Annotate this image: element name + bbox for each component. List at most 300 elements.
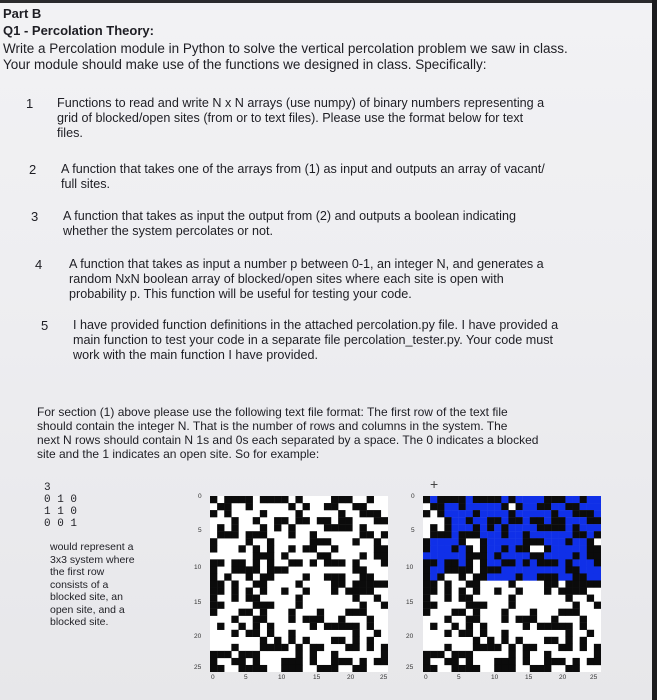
blocked-site-cell bbox=[565, 665, 572, 672]
blocked-site-cell bbox=[423, 658, 430, 665]
blocked-site-cell bbox=[324, 559, 331, 566]
full-site-cell bbox=[594, 496, 601, 503]
blocked-site-cell bbox=[451, 545, 458, 552]
blocked-site-cell bbox=[501, 665, 508, 672]
full-site-cell bbox=[537, 496, 544, 503]
full-site-cell bbox=[594, 510, 601, 517]
blocked-site-cell bbox=[594, 517, 601, 524]
full-site-cell bbox=[430, 573, 437, 580]
left-y-tick: 10 bbox=[194, 564, 202, 571]
item-5-number: 5 bbox=[41, 318, 49, 333]
blocked-site-cell bbox=[295, 644, 302, 651]
blocked-site-cell bbox=[324, 573, 331, 580]
blocked-site-cell bbox=[551, 496, 558, 503]
blocked-site-cell bbox=[260, 588, 267, 595]
blocked-site-cell bbox=[537, 665, 544, 672]
blocked-site-cell bbox=[480, 644, 487, 651]
full-site-cell bbox=[523, 573, 530, 580]
item-4-line-2: random NxN boolean array of blocked/open sites where each site is open with bbox=[69, 272, 504, 286]
full-site-cell bbox=[558, 545, 565, 552]
percolation-grid-image bbox=[423, 496, 601, 672]
full-site-cell bbox=[444, 552, 451, 559]
blocked-site-cell bbox=[231, 496, 238, 503]
blocked-site-cell bbox=[444, 630, 451, 637]
blocked-site-cell bbox=[430, 503, 437, 510]
full-site-cell bbox=[587, 531, 594, 538]
full-site-cell bbox=[558, 510, 565, 517]
blocked-site-cell bbox=[459, 630, 466, 637]
full-site-cell bbox=[487, 552, 494, 559]
blocked-site-cell bbox=[444, 595, 451, 602]
blocked-site-cell bbox=[331, 545, 338, 552]
blocked-site-cell bbox=[360, 566, 367, 573]
blocked-site-cell bbox=[573, 566, 580, 573]
full-site-cell bbox=[430, 545, 437, 552]
blocked-site-cell bbox=[374, 580, 381, 587]
blocked-site-cell bbox=[338, 559, 345, 566]
blocked-site-cell bbox=[381, 602, 388, 609]
blocked-site-cell bbox=[437, 503, 444, 510]
blocked-site-cell bbox=[324, 665, 331, 672]
blocked-site-cell bbox=[217, 623, 224, 630]
blocked-site-cell bbox=[374, 595, 381, 602]
blocked-site-cell bbox=[594, 651, 601, 658]
blocked-site-cell bbox=[423, 510, 430, 517]
blocked-site-cell bbox=[324, 503, 331, 510]
blocked-site-cell bbox=[310, 545, 317, 552]
blocked-site-cell bbox=[494, 517, 501, 524]
blocked-site-cell bbox=[231, 566, 238, 573]
blocked-site-cell bbox=[274, 517, 281, 524]
blocked-site-cell bbox=[530, 644, 537, 651]
blocked-site-cell bbox=[480, 573, 487, 580]
blocked-site-cell bbox=[558, 496, 565, 503]
blocked-site-cell bbox=[444, 531, 451, 538]
full-site-cell bbox=[437, 566, 444, 573]
blocked-site-cell bbox=[231, 616, 238, 623]
full-site-cell bbox=[565, 573, 572, 580]
blocked-site-cell bbox=[480, 545, 487, 552]
blocked-site-cell bbox=[501, 503, 508, 510]
full-site-cell bbox=[508, 573, 515, 580]
blocked-site-cell bbox=[345, 658, 352, 665]
crosshair-plus-icon: + bbox=[430, 476, 439, 492]
blocked-site-cell bbox=[352, 559, 359, 566]
blocked-site-cell bbox=[360, 531, 367, 538]
right-x-tick: 25 bbox=[590, 674, 598, 681]
blocked-site-cell bbox=[558, 644, 565, 651]
full-site-cell bbox=[480, 503, 487, 510]
blocked-site-cell bbox=[551, 573, 558, 580]
blocked-site-cell bbox=[224, 510, 231, 517]
blocked-site-cell bbox=[423, 588, 430, 595]
blocked-site-cell bbox=[437, 510, 444, 517]
blocked-site-cell bbox=[494, 658, 501, 665]
blocked-site-cell bbox=[345, 623, 352, 630]
full-site-cell bbox=[551, 503, 558, 510]
blocked-site-cell bbox=[253, 616, 260, 623]
blocked-site-cell bbox=[573, 602, 580, 609]
blocked-site-cell bbox=[473, 644, 480, 651]
note-line-5: blocked site, an bbox=[50, 591, 123, 603]
blocked-site-cell bbox=[580, 531, 587, 538]
full-site-cell bbox=[523, 510, 530, 517]
blocked-site-cell bbox=[451, 623, 458, 630]
blocked-site-cell bbox=[238, 609, 245, 616]
blocked-site-cell bbox=[459, 566, 466, 573]
blocked-site-cell bbox=[466, 595, 473, 602]
blocked-site-cell bbox=[381, 658, 388, 665]
blocked-site-cell bbox=[466, 517, 473, 524]
blocked-site-cell bbox=[274, 524, 281, 531]
format-line-3: next N rows should contain N 1s and 0s each separated by a space. The 0 indicates a blocked bbox=[37, 433, 539, 447]
blocked-site-cell bbox=[310, 651, 317, 658]
blocked-site-cell bbox=[573, 658, 580, 665]
full-site-cell bbox=[480, 531, 487, 538]
blocked-site-cell bbox=[281, 658, 288, 665]
full-site-cell bbox=[494, 524, 501, 531]
blocked-site-cell bbox=[459, 588, 466, 595]
blocked-site-cell bbox=[217, 531, 224, 538]
left-y-tick: 25 bbox=[194, 664, 202, 671]
full-site-cell bbox=[459, 545, 466, 552]
blocked-site-cell bbox=[580, 510, 587, 517]
blocked-site-cell bbox=[338, 517, 345, 524]
blocked-site-cell bbox=[360, 602, 367, 609]
blocked-site-cell bbox=[523, 623, 530, 630]
blocked-site-cell bbox=[246, 588, 253, 595]
blocked-site-cell bbox=[473, 637, 480, 644]
blocked-site-cell bbox=[551, 559, 558, 566]
blocked-site-cell bbox=[437, 531, 444, 538]
item-3-number: 3 bbox=[31, 209, 39, 224]
blocked-site-cell bbox=[310, 658, 317, 665]
blocked-site-cell bbox=[423, 580, 430, 587]
full-site-cell bbox=[487, 545, 494, 552]
blocked-site-cell bbox=[508, 651, 515, 658]
blocked-site-cell bbox=[587, 545, 594, 552]
blocked-site-cell bbox=[246, 651, 253, 658]
blocked-site-cell bbox=[444, 496, 451, 503]
blocked-site-cell bbox=[480, 602, 487, 609]
blocked-site-cell bbox=[565, 623, 572, 630]
blocked-site-cell bbox=[473, 609, 480, 616]
blocked-site-cell bbox=[231, 595, 238, 602]
blocked-site-cell bbox=[587, 595, 594, 602]
right-x-tick: 5 bbox=[457, 674, 461, 681]
blocked-site-cell bbox=[345, 524, 352, 531]
left-x-tick: 15 bbox=[313, 674, 321, 681]
left-y-tick: 15 bbox=[194, 599, 202, 606]
blocked-site-cell bbox=[530, 665, 537, 672]
blocked-site-cell bbox=[367, 644, 374, 651]
blocked-site-cell bbox=[295, 559, 302, 566]
blocked-site-cell bbox=[565, 580, 572, 587]
blocked-site-cell bbox=[360, 573, 367, 580]
full-site-cell bbox=[523, 517, 530, 524]
blocked-site-cell bbox=[267, 496, 274, 503]
full-site-cell bbox=[580, 503, 587, 510]
full-site-cell bbox=[580, 545, 587, 552]
full-site-cell bbox=[466, 524, 473, 531]
blocked-site-cell bbox=[530, 552, 537, 559]
blocked-site-cell bbox=[459, 573, 466, 580]
blocked-site-cell bbox=[246, 595, 253, 602]
blocked-site-cell bbox=[246, 503, 253, 510]
blocked-site-cell bbox=[260, 609, 267, 616]
blocked-site-cell bbox=[508, 602, 515, 609]
blocked-site-cell bbox=[295, 510, 302, 517]
blocked-site-cell bbox=[423, 602, 430, 609]
blocked-site-cell bbox=[444, 517, 451, 524]
blocked-site-cell bbox=[530, 538, 537, 545]
intro-line-1: Write a Percolation module in Python to solve the vertical percolation problem we saw in class. bbox=[3, 41, 568, 56]
blocked-site-cell bbox=[537, 503, 544, 510]
blocked-site-cell bbox=[253, 630, 260, 637]
full-site-cell bbox=[487, 531, 494, 538]
full-site-cell bbox=[530, 496, 537, 503]
blocked-site-cell bbox=[473, 510, 480, 517]
blocked-site-cell bbox=[281, 552, 288, 559]
blocked-site-cell bbox=[587, 510, 594, 517]
blocked-site-cell bbox=[558, 524, 565, 531]
full-site-cell bbox=[544, 552, 551, 559]
note-line-6: open site, and a bbox=[50, 603, 125, 616]
full-site-cell bbox=[451, 503, 458, 510]
blocked-site-cell bbox=[381, 644, 388, 651]
blocked-site-cell bbox=[473, 552, 480, 559]
full-site-cell bbox=[451, 510, 458, 517]
blocked-site-cell bbox=[487, 517, 494, 524]
blocked-site-cell bbox=[324, 538, 331, 545]
full-site-cell bbox=[594, 524, 601, 531]
blocked-site-cell bbox=[516, 503, 523, 510]
full-site-cell bbox=[594, 503, 601, 510]
blocked-site-cell bbox=[303, 517, 310, 524]
blocked-site-cell bbox=[295, 595, 302, 602]
blocked-site-cell bbox=[508, 658, 515, 665]
blocked-site-cell bbox=[508, 595, 515, 602]
blocked-site-cell bbox=[451, 566, 458, 573]
blocked-site-cell bbox=[573, 609, 580, 616]
blocked-site-cell bbox=[508, 496, 515, 503]
blocked-site-cell bbox=[459, 595, 466, 602]
blocked-site-cell bbox=[352, 630, 359, 637]
full-site-cell bbox=[523, 503, 530, 510]
blocked-site-cell bbox=[466, 545, 473, 552]
blocked-site-cell bbox=[544, 573, 551, 580]
blocked-site-cell bbox=[267, 559, 274, 566]
full-site-cell bbox=[558, 573, 565, 580]
blocked-site-cell bbox=[430, 531, 437, 538]
item-3-line-2: whether the system percolates or not. bbox=[63, 224, 273, 238]
blocked-site-cell bbox=[274, 566, 281, 573]
blocked-site-cell bbox=[580, 637, 587, 644]
full-site-cell bbox=[480, 524, 487, 531]
blocked-site-cell bbox=[210, 573, 217, 580]
blocked-site-cell bbox=[281, 644, 288, 651]
full-site-cell bbox=[544, 566, 551, 573]
blocked-site-cell bbox=[338, 580, 345, 587]
blocked-site-cell bbox=[473, 616, 480, 623]
blocked-site-cell bbox=[573, 580, 580, 587]
note-line-4: consists of a bbox=[50, 578, 109, 591]
full-site-cell bbox=[537, 531, 544, 538]
blocked-site-cell bbox=[253, 602, 260, 609]
blocked-site-cell bbox=[381, 552, 388, 559]
blocked-site-cell bbox=[473, 531, 480, 538]
full-site-cell bbox=[544, 531, 551, 538]
blocked-site-cell bbox=[260, 496, 267, 503]
blocked-site-cell bbox=[360, 658, 367, 665]
full-site-cell bbox=[494, 531, 501, 538]
blocked-site-cell bbox=[345, 609, 352, 616]
full-site-cell bbox=[444, 538, 451, 545]
full-site-cell bbox=[580, 538, 587, 545]
blocked-site-cell bbox=[573, 531, 580, 538]
blocked-site-cell bbox=[459, 531, 466, 538]
full-site-cell bbox=[516, 531, 523, 538]
full-site-cell bbox=[451, 531, 458, 538]
blocked-site-cell bbox=[246, 630, 253, 637]
full-site-cell bbox=[437, 559, 444, 566]
full-site-cell bbox=[537, 510, 544, 517]
left-x-tick: 0 bbox=[211, 674, 215, 681]
blocked-site-cell bbox=[523, 545, 530, 552]
blocked-site-cell bbox=[466, 658, 473, 665]
right-y-tick: 0 bbox=[411, 493, 415, 500]
blocked-site-cell bbox=[381, 559, 388, 566]
blocked-site-cell bbox=[537, 524, 544, 531]
blocked-site-cell bbox=[508, 665, 515, 672]
blocked-site-cell bbox=[381, 517, 388, 524]
full-site-cell bbox=[523, 524, 530, 531]
blocked-site-cell bbox=[331, 651, 338, 658]
blocked-site-cell bbox=[523, 538, 530, 545]
blocked-site-cell bbox=[295, 651, 302, 658]
blocked-site-cell bbox=[238, 651, 245, 658]
blocked-site-cell bbox=[288, 503, 295, 510]
blocked-site-cell bbox=[352, 566, 359, 573]
blocked-site-cell bbox=[303, 573, 310, 580]
blocked-site-cell bbox=[367, 623, 374, 630]
blocked-site-cell bbox=[573, 573, 580, 580]
blocked-site-cell bbox=[501, 630, 508, 637]
blocked-site-cell bbox=[451, 658, 458, 665]
blocked-site-cell bbox=[580, 573, 587, 580]
full-site-cell bbox=[508, 531, 515, 538]
left-x-tick: 10 bbox=[278, 674, 286, 681]
blocked-site-cell bbox=[338, 496, 345, 503]
blocked-site-cell bbox=[381, 545, 388, 552]
blocked-site-cell bbox=[352, 637, 359, 644]
blocked-site-cell bbox=[580, 496, 587, 503]
full-site-cell bbox=[451, 552, 458, 559]
full-site-cell bbox=[544, 510, 551, 517]
blocked-site-cell bbox=[423, 651, 430, 658]
blocked-site-cell bbox=[231, 524, 238, 531]
blocked-site-cell bbox=[523, 658, 530, 665]
blocked-site-cell bbox=[274, 644, 281, 651]
full-site-cell bbox=[451, 524, 458, 531]
blocked-site-cell bbox=[466, 623, 473, 630]
blocked-site-cell bbox=[324, 623, 331, 630]
blocked-site-cell bbox=[288, 545, 295, 552]
full-site-cell bbox=[444, 545, 451, 552]
blocked-site-cell bbox=[317, 609, 324, 616]
full-site-cell bbox=[573, 496, 580, 503]
blocked-site-cell bbox=[480, 566, 487, 573]
full-site-cell bbox=[459, 552, 466, 559]
example-row-2: 1 1 0 bbox=[44, 506, 78, 518]
blocked-site-cell bbox=[473, 580, 480, 587]
full-site-cell bbox=[516, 559, 523, 566]
blocked-site-cell bbox=[487, 496, 494, 503]
blocked-site-cell bbox=[587, 538, 594, 545]
blocked-site-cell bbox=[267, 630, 274, 637]
blocked-site-cell bbox=[423, 595, 430, 602]
blocked-site-cell bbox=[352, 665, 359, 672]
blocked-site-cell bbox=[331, 623, 338, 630]
blocked-site-cell bbox=[238, 623, 245, 630]
blocked-site-cell bbox=[217, 602, 224, 609]
full-site-cell bbox=[451, 538, 458, 545]
blocked-site-cell bbox=[288, 524, 295, 531]
blocked-site-cell bbox=[360, 510, 367, 517]
blocked-site-cell bbox=[345, 644, 352, 651]
blocked-site-cell bbox=[352, 609, 359, 616]
blocked-site-cell bbox=[423, 545, 430, 552]
full-site-cell bbox=[530, 503, 537, 510]
blocked-site-cell bbox=[352, 644, 359, 651]
blocked-site-cell bbox=[587, 658, 594, 665]
full-site-cell bbox=[501, 510, 508, 517]
blocked-site-cell bbox=[352, 580, 359, 587]
blocked-site-cell bbox=[217, 559, 224, 566]
blocked-site-cell bbox=[338, 524, 345, 531]
blocked-site-cell bbox=[437, 573, 444, 580]
full-site-cell bbox=[487, 573, 494, 580]
left-x-tick: 20 bbox=[347, 674, 355, 681]
blocked-site-cell bbox=[558, 623, 565, 630]
blocked-site-cell bbox=[338, 623, 345, 630]
right-y-tick: 5 bbox=[411, 527, 415, 534]
blocked-site-cell bbox=[295, 580, 302, 587]
blocked-site-cell bbox=[516, 637, 523, 644]
blocked-site-cell bbox=[374, 538, 381, 545]
item-5-line-1: I have provided function definitions in the attached percolation.py file. I have provided a bbox=[73, 318, 559, 332]
blocked-site-cell bbox=[281, 517, 288, 524]
blocked-site-cell bbox=[544, 580, 551, 587]
blocked-site-cell bbox=[246, 496, 253, 503]
blocked-site-cell bbox=[210, 665, 217, 672]
full-site-cell bbox=[551, 566, 558, 573]
blocked-site-cell bbox=[352, 503, 359, 510]
blocked-site-cell bbox=[253, 517, 260, 524]
blocked-site-cell bbox=[530, 616, 537, 623]
blocked-site-cell bbox=[437, 496, 444, 503]
full-site-cell bbox=[494, 559, 501, 566]
blocked-site-cell bbox=[501, 524, 508, 531]
blocked-site-cell bbox=[238, 658, 245, 665]
blocked-site-cell bbox=[288, 637, 295, 644]
blocked-site-cell bbox=[573, 552, 580, 559]
right-x-tick: 15 bbox=[525, 674, 533, 681]
blocked-site-cell bbox=[231, 588, 238, 595]
blocked-site-cell bbox=[317, 538, 324, 545]
blocked-site-cell bbox=[501, 531, 508, 538]
blocked-site-cell bbox=[544, 545, 551, 552]
